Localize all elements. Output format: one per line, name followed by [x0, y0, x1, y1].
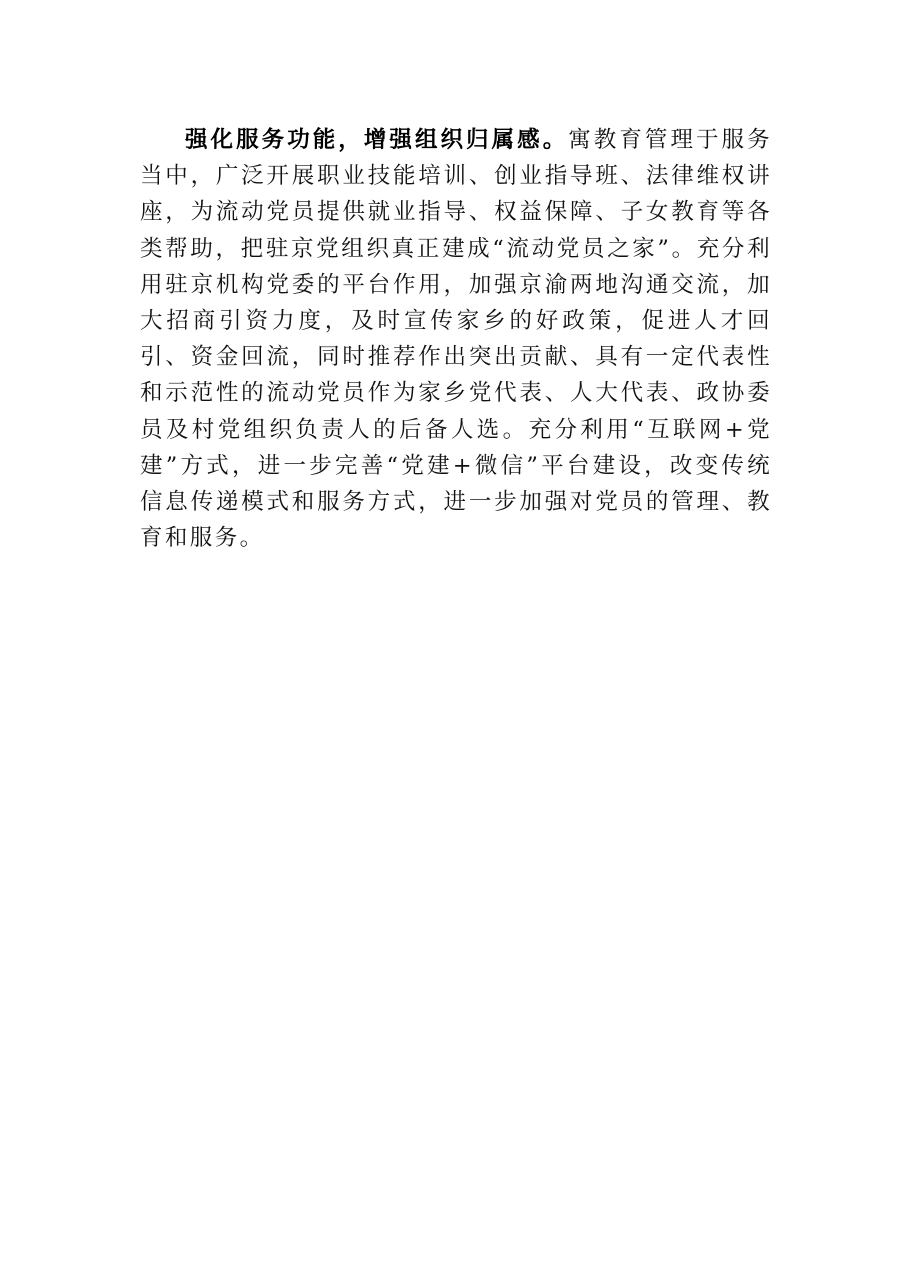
paragraph-text: 寓教育管理于服务当中，广泛开展职业技能培训、创业指导班、法律维权讲座，为流动党员提供就业指导、权益保障、子女教育等各类帮助，把驻京党组织真正建成“流动党员之家”。充分利用驻京机构党委的平台作用，加强京渝两地沟通交流，加大招商引资力度，及时宣传家乡的好政策，促进人才回引、资金回流，同时推荐作出突出贡献、具有一定代表性和示范性的流动党员作为家乡党代表、人大代表、政协委员及村党组织负责人的后备人选。充分利用“互联网+党建”方式，进一步完善“党建+微信”平台建设，改变传统信息传递模式和服务方式，进一步加强对党员的管理、教育和服务。 — [140, 127, 772, 552]
paragraph-lead-heading: 强化服务功能，增强组织归属感。 — [185, 127, 569, 153]
body-paragraph — [140, 122, 772, 556]
document-body — [140, 122, 772, 556]
